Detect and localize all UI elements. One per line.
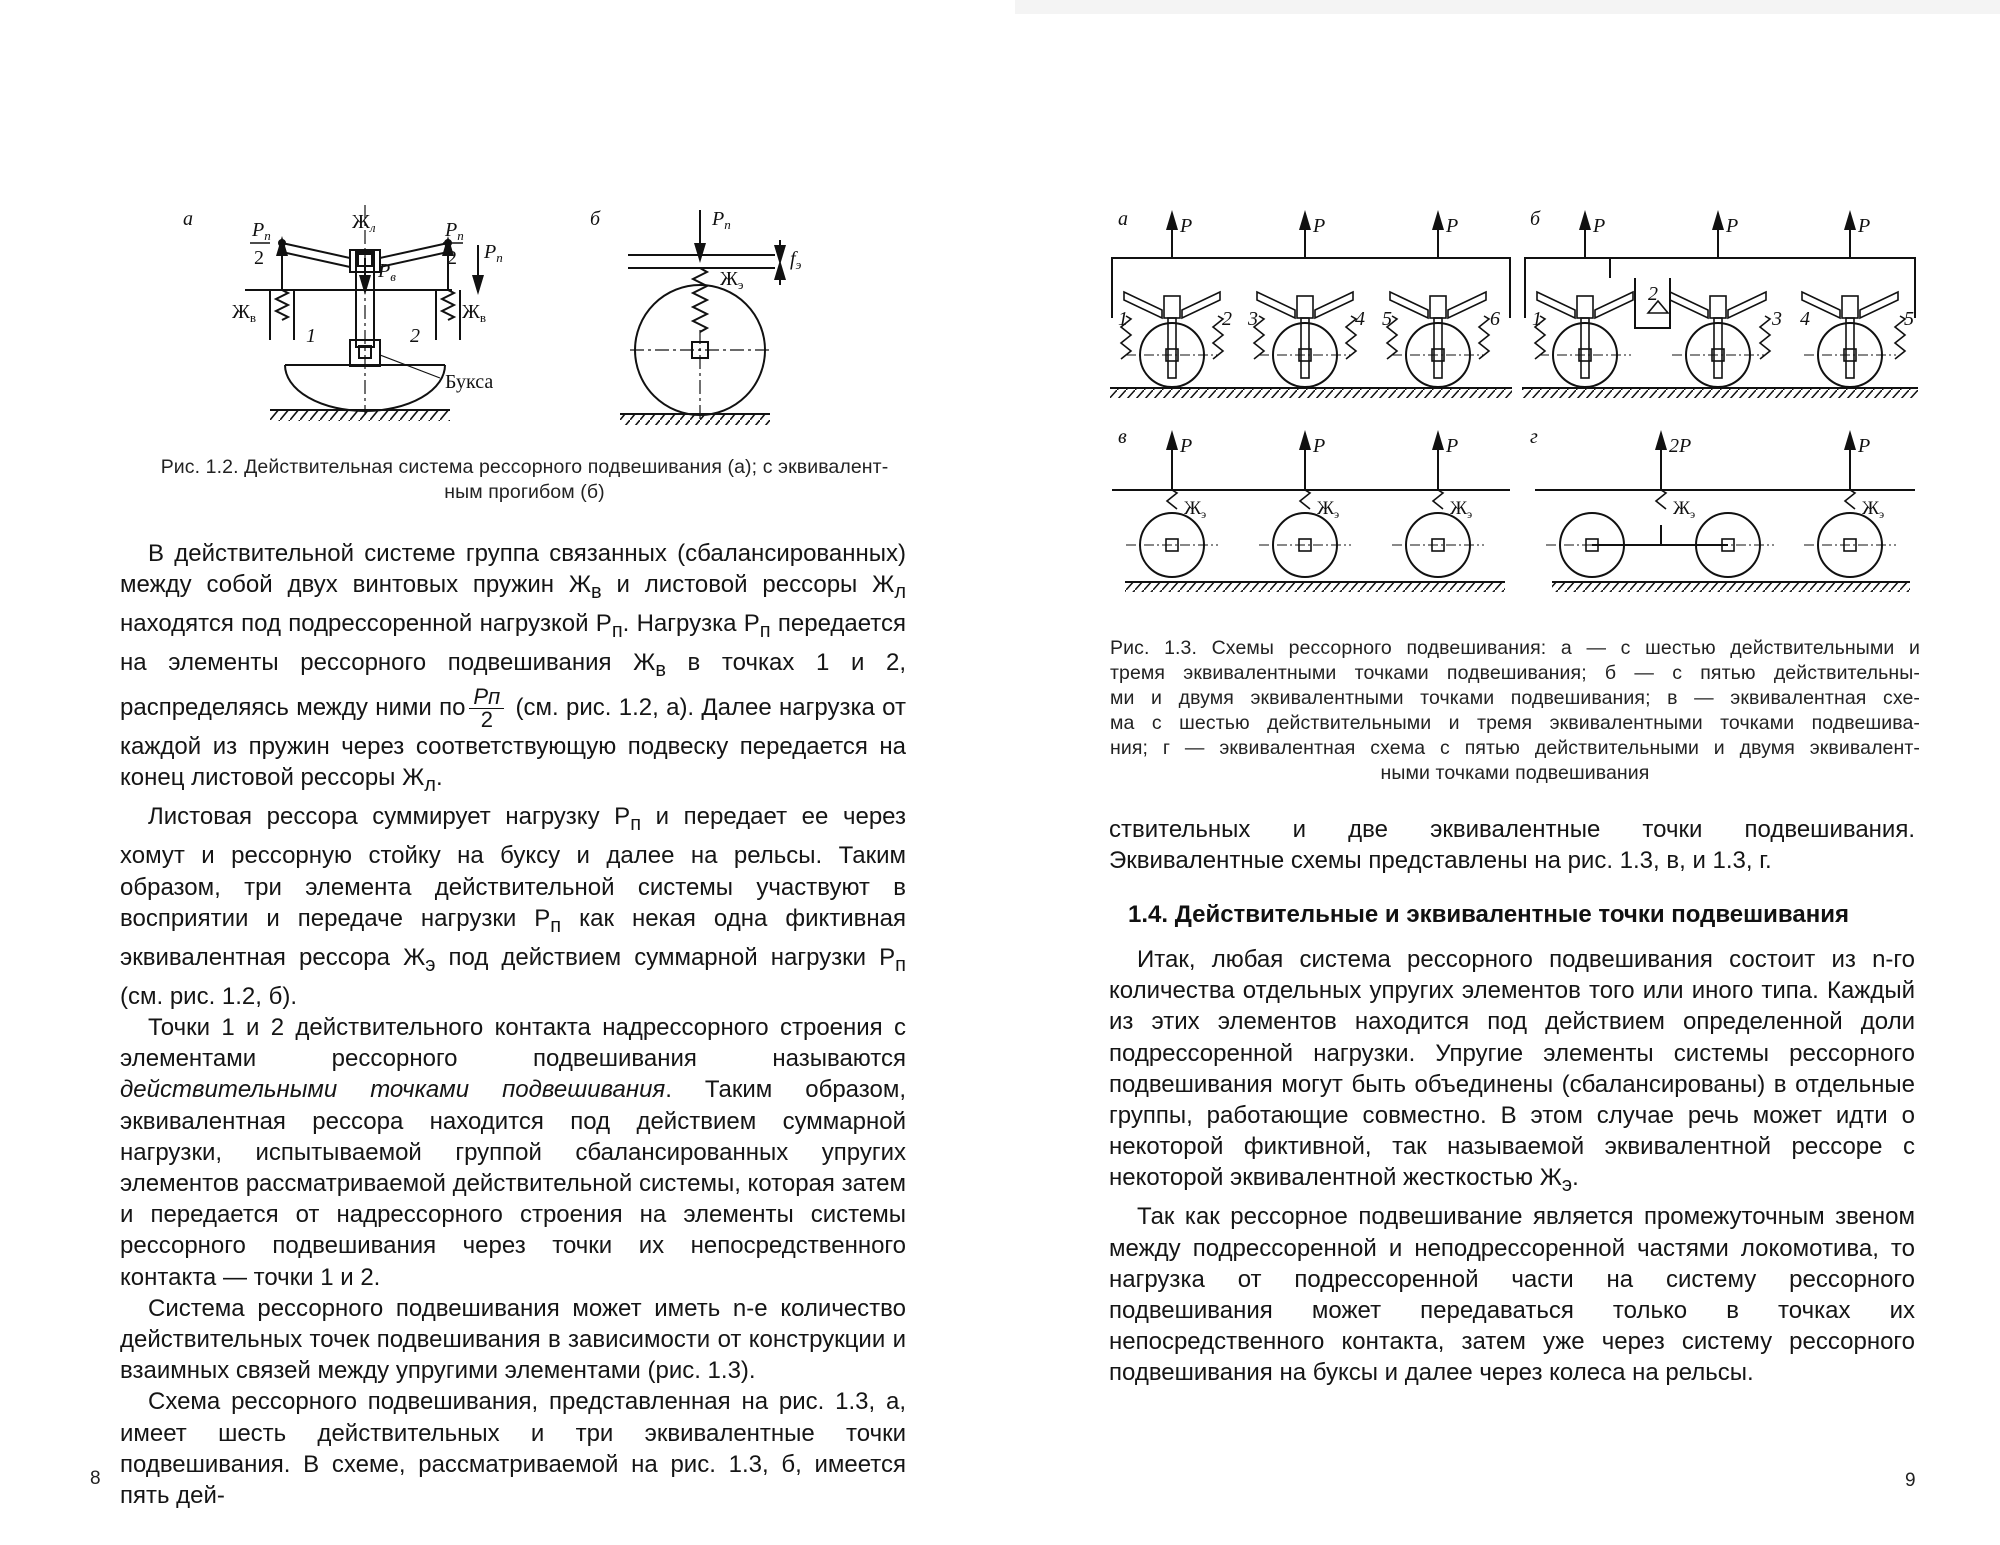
fig13b-unit-2-clamp bbox=[1710, 296, 1726, 318]
fig13g-force-double-label: 2P bbox=[1669, 435, 1692, 457]
fig13b-balancer bbox=[1610, 258, 1670, 328]
svg-text:1: 1 bbox=[306, 325, 316, 347]
fig13b-num-3: 3 bbox=[1772, 308, 1782, 330]
fig13g-zh-1: $Ж_э$ bbox=[1673, 498, 1696, 521]
figure-1-3 bbox=[1000, 0, 2000, 620]
svg-text:Pп: $P_п$ bbox=[252, 219, 271, 243]
svg-text:Pп: $P_п$ bbox=[445, 219, 464, 243]
fig13a-unit-3-leaf-right bbox=[1448, 292, 1486, 318]
fig13b-unit-1-clamp bbox=[1577, 296, 1593, 318]
fig13a-force-3-label: P bbox=[1446, 215, 1459, 237]
fig13v-zh-1: $Ж_э$ bbox=[1184, 498, 1207, 521]
fig13g-ground-hatch bbox=[1552, 583, 1910, 592]
fig13a-unit-1-leaf-left bbox=[1124, 292, 1162, 318]
svg-text:Жв: $Ж_в$ bbox=[462, 301, 487, 325]
svg-text:Pп: $P_п$ bbox=[484, 241, 503, 265]
figure-1-3-labels bbox=[1118, 208, 1541, 448]
left-paragraph-2: Листовая рессора суммирует нагрузку $P_п$ и передает ее через хомут и рессорную стойку на буксу и далее на рельсы. Таким образом, три элемента действительной системы участвуют в восприятии и передаче нагрузки $P_п$ как некая одна фиктивная эквивалентная рессора $Ж_э$ под действием суммарной нагрузки $P_п$ (см. рис. 1.2, б). bbox=[120, 803, 907, 1010]
figure-1-2 bbox=[0, 0, 1000, 440]
figure-1-2-panel-b bbox=[590, 208, 780, 425]
figure-1-2-caption: Рис. 1.2. Действительная система рессорного подвешивания (а); с эквивалент- ным прогибом (б) bbox=[160, 456, 889, 503]
fig13v-ground-hatch bbox=[1125, 583, 1505, 592]
left-paragraph-3: Точки 1 и 2 действительного контакта надрессорного строения с элементами рессорного подвешивания называются действительными точками подвешивания. Таким образом, эквивалентная рессора находится под действием суммарной нагрузки, испытываемой группой сбалансированных упругих элементов рассматриваемой действительной системы, которая затем и передается от надрессорного строения на элементы системы рессорного подвешивания через точки их непосредственного контакта — точки 1 и 2. bbox=[120, 1014, 906, 1291]
svg-text:Pп: $P_п$ bbox=[712, 208, 731, 232]
fig13g-force-single-label: P bbox=[1858, 435, 1871, 457]
fig13-label-g: г bbox=[1530, 426, 1538, 448]
fig13b-force-3-label: P bbox=[1858, 215, 1871, 237]
fig13a-unit-3-leaf-left bbox=[1390, 292, 1428, 318]
right-body-text bbox=[1109, 944, 1915, 1389]
fig13v-force-2-label: P bbox=[1313, 435, 1326, 457]
fig13a-force-2-label: P bbox=[1313, 215, 1326, 237]
fig13a-unit-2-post bbox=[1301, 318, 1309, 378]
left-paragraph-5: Схема рессорного подвешивания, представленная на рис. 1.3, а, имеет шесть действительных и три эквивалентные точки подвешивания. В схеме, рассматриваемой на рис. 1.3, б, имеется пять дей- bbox=[120, 1388, 906, 1510]
fig13b-unit-1-leaf-right bbox=[1595, 292, 1633, 318]
fig13b-force-1-label: P bbox=[1593, 215, 1606, 237]
svg-text:2: 2 bbox=[254, 247, 264, 269]
figure-1-3-caption: Рис. 1.3. Схемы рессорного подвешивания: а — с шестью действительными и тремя эквивалентными точками подвешивания; б — с пятью действительны- ми и двумя эквивалентными точками подвешивания; в — эквивалентная схе- ма с шестью действительными и тремя эквивалентными точками подвешива- ния; г — эквивалентная схема с пятью действительными и двумя эквивалент- ными точками подвешивания bbox=[1110, 637, 1920, 784]
fig13b-num-5: 5 bbox=[1904, 308, 1914, 330]
fig13b-num-2: 2 bbox=[1648, 283, 1658, 305]
fig13a-unit-2-leaf-left bbox=[1257, 292, 1295, 318]
panel-b-letter: б bbox=[590, 208, 601, 230]
page-number-right: 9 bbox=[1905, 1470, 1916, 1491]
fig13b-num-4: 4 bbox=[1800, 308, 1810, 330]
fig13a-num-3: 3 bbox=[1248, 308, 1258, 330]
fig13a-unit-1-clamp bbox=[1164, 296, 1180, 318]
right-continuation-text: ствительных и две эквивалентные точки подвешивания. Эквивалентные схемы представлены на рис. 1.3, в, и 1.3, г. bbox=[1109, 816, 1915, 875]
fig13v-spring-1 bbox=[1167, 490, 1177, 509]
fig13a-spring-r-3 bbox=[1479, 316, 1489, 359]
fig13g-spring-1 bbox=[1656, 490, 1666, 509]
page-number-left: 8 bbox=[90, 1468, 101, 1489]
fig13a-force-1-label: P bbox=[1180, 215, 1193, 237]
svg-text:fэ: $f_э$ bbox=[790, 248, 802, 272]
fig13b-unit-2-leaf-right bbox=[1728, 292, 1766, 318]
left-paragraph-4: Система рессорного подвешивания может иметь n-е количество действительных точек подвешивания в зависимости от конструкции и взаимных связей между упругими элементами (рис. 1.3). bbox=[120, 1294, 906, 1385]
svg-text:Pв: $P_в$ bbox=[378, 260, 396, 284]
fig13a-num-4: 4 bbox=[1355, 308, 1365, 330]
figure-1-2-panel-b-labels bbox=[711, 208, 802, 292]
left-body-text bbox=[120, 538, 906, 1511]
fig13b-unit-3-leaf-right bbox=[1860, 292, 1898, 318]
fig13a-num-5: 5 bbox=[1382, 308, 1392, 330]
fig13b-unit-2-post bbox=[1714, 318, 1722, 378]
svg-text:Жэ: $Ж_э$ bbox=[720, 268, 744, 292]
fig13g-spring-2 bbox=[1845, 490, 1855, 509]
fig13b-unit-3-post bbox=[1846, 318, 1854, 378]
svg-text:2: 2 bbox=[410, 325, 420, 347]
fig13b-unit-1-leaf-left bbox=[1537, 292, 1575, 318]
figure-1-2-panel-a bbox=[183, 205, 478, 421]
fig13b-spring-3 bbox=[1760, 316, 1770, 359]
fig13b-unit-3-clamp bbox=[1842, 296, 1858, 318]
fig13g-zh-2: $Ж_э$ bbox=[1862, 498, 1885, 521]
fig13a-unit-3-post bbox=[1434, 318, 1442, 378]
fig13a-unit-1-post bbox=[1168, 318, 1176, 378]
fig13b-unit-2-leaf-left bbox=[1670, 292, 1708, 318]
fig13a-num-6: 6 bbox=[1490, 308, 1500, 330]
fraction-p-half: $\frac{Pп}{2}$ bbox=[469, 686, 504, 731]
fig13v-zh-2: $Ж_э$ bbox=[1317, 498, 1340, 521]
fig13b-ground-hatch bbox=[1522, 389, 1918, 398]
fig13v-force-3-label: P bbox=[1446, 435, 1459, 457]
fig13a-unit-2-leaf-right bbox=[1315, 292, 1353, 318]
fig13v-zh-3: $Ж_э$ bbox=[1450, 498, 1473, 521]
fig13a-num-1: 1 bbox=[1118, 308, 1128, 330]
section-heading: 1.4. Действительные и эквивалентные точки подвешивания bbox=[1128, 901, 1849, 928]
svg-text:Жл: $Ж_л$ bbox=[352, 211, 376, 235]
fig13g-balancer-beam bbox=[1592, 525, 1728, 545]
svg-text:Жв: $Ж_в$ bbox=[232, 301, 257, 325]
right-paragraph-2: Так как рессорное подвешивание является промежуточным звеном между подрессоренной и неподрессоренной частями локомотива, то нагрузка от подрессоренной части на систему рессорного подвешивания может передаваться только в точках их непосредственного контакта, затем уже через систему рессорного подвешивания на буксы и далее через колеса на рельсы. bbox=[1109, 1203, 1915, 1387]
fig13b-force-2-label: P bbox=[1726, 215, 1739, 237]
fig13v-force-1-label: P bbox=[1180, 435, 1193, 457]
fig13v-spring-2 bbox=[1300, 490, 1310, 509]
svg-text:2: 2 bbox=[447, 247, 457, 269]
right-page bbox=[1000, 0, 2000, 1545]
fig13a-unit-2-clamp bbox=[1297, 296, 1313, 318]
fig13a-unit-1-leaf-right bbox=[1182, 292, 1220, 318]
right-paragraph-1: Итак, любая система рессорного подвешивания состоит из n-го количества отдельных упругих элементов того или иного типа. Каждый из этих элементов находится под действием определенной доли подрессоренной нагрузки. Упругие элементы системы рессорного подвешивания могут быть объединены (сбалансированы) в отдельные группы, работающие совместно. В этом случае речь может идти о некоторой фиктивной, так называемой эквивалентной рессоре с некоторой эквивалентной жесткостью $Ж_э$. bbox=[1109, 946, 1915, 1197]
fig13a-num-2: 2 bbox=[1222, 308, 1232, 330]
fig13b-frame bbox=[1525, 258, 1915, 318]
fig13-label-a: а bbox=[1118, 208, 1128, 230]
fig13-label-v: в bbox=[1118, 426, 1127, 448]
panel-a-letter: а bbox=[183, 208, 193, 230]
fig13a-unit-3-clamp bbox=[1430, 296, 1446, 318]
fig13-label-b: б bbox=[1530, 208, 1541, 230]
fig13v-spring-3 bbox=[1433, 490, 1443, 509]
fig13b-num-1: 1 bbox=[1532, 308, 1542, 330]
left-paragraph-1: В действительной системе группа связанных (сбалансированных) между собой двух винтовых пружин $Ж_в$ и листовой рессоры $Ж_л$ находятся под подрессоренной нагрузкой $P_п$. Нагрузка $P_п$ передается на элементы рессорного подвешивания $Ж_в$ в точках 1 и 2, распределяясь между ними по $\frac{Pп}{2}$ (см. рис. 1.2, а). Далее нагрузка от каждой из пружин через соответствующую подвеску передается на конец листовой рессоры $Ж_л$. bbox=[120, 540, 907, 797]
svg-text:Букса: Букса bbox=[445, 371, 494, 393]
fig13a-ground-hatch bbox=[1110, 389, 1512, 398]
fig13b-unit-1-post bbox=[1581, 318, 1589, 378]
